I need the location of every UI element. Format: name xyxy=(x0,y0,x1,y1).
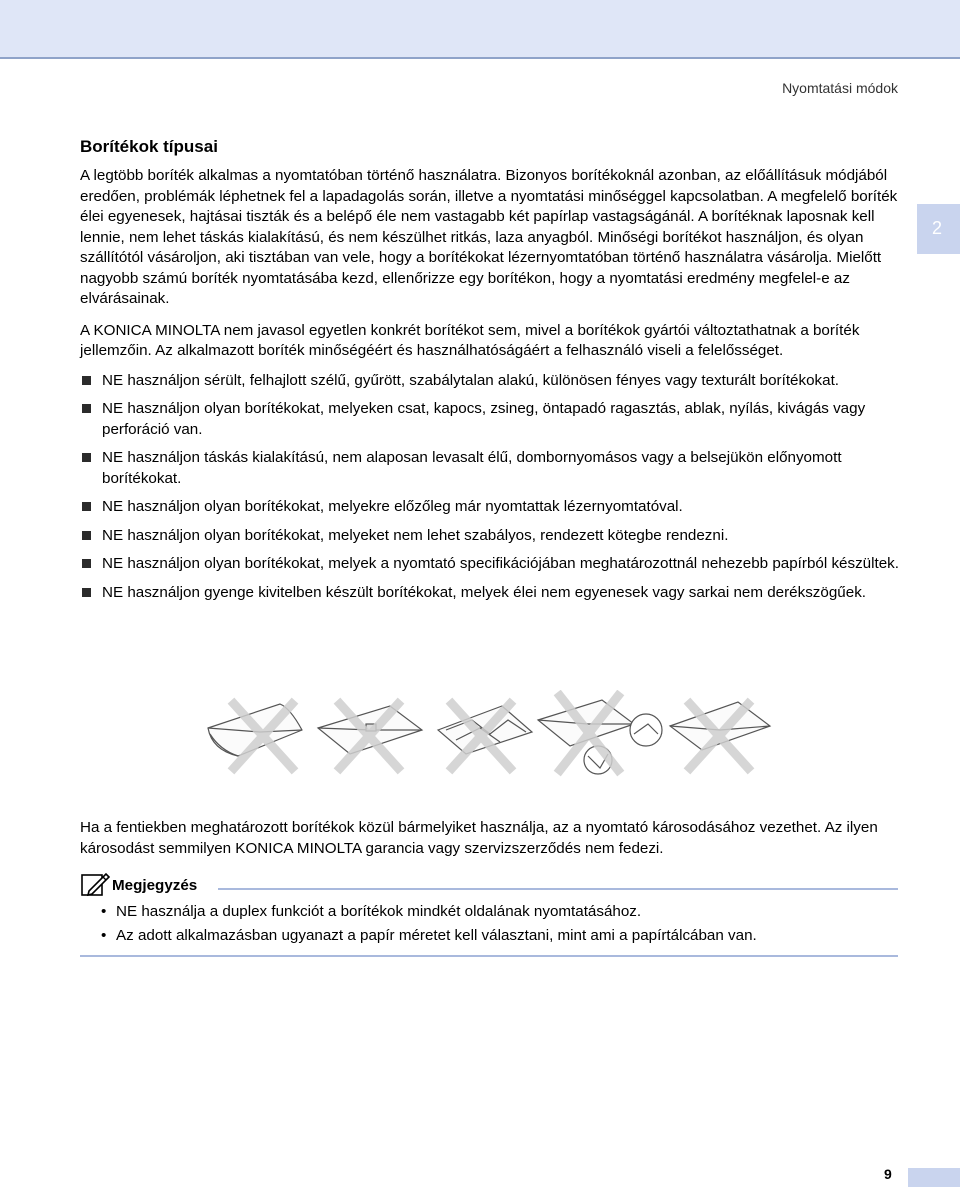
warranty-warning: Ha a fentiekben meghatározott borítékok közül bármelyiket használja, az a nyomtató károsodásához vezethet. Az ilyen károsodást semmilyen KONICA MINOLTA garancia vagy szervizszerződés nem fedezi. xyxy=(80,819,878,857)
chapter-tab xyxy=(917,204,960,254)
section-title: Borítékok típusai xyxy=(80,137,218,156)
page-top-band xyxy=(0,0,960,59)
square-bullet-icon xyxy=(82,502,91,511)
envelope-restrictions-list xyxy=(80,371,900,604)
footer-tab xyxy=(908,1168,960,1187)
list-item-text: NE használjon olyan borítékokat, melyekre előzőleg már nyomtattak lézernyomtatóval. xyxy=(102,498,683,515)
square-bullet-icon xyxy=(82,588,91,597)
note-title: Megjegyzés xyxy=(112,877,198,894)
chapter-number: 2 xyxy=(932,218,943,238)
page-number: 9 xyxy=(884,1166,892,1182)
note-item xyxy=(80,902,900,923)
note-item xyxy=(80,926,900,947)
list-item-text: NE használjon táskás kialakítású, nem alaposan levasalt élű, dombornyomásos vagy a belsejükön előnyomott borítékokat. xyxy=(102,449,842,487)
square-bullet-icon xyxy=(82,531,91,540)
recommendation-paragraph: A KONICA MINOLTA nem javasol egyetlen konkrét borítékot sem, mivel a borítékok gyártói változtathatnak a boríték jellemzőin. Az alkalmazott boríték minőségéért és használhatóságáért a felhasználó viseli a felelősséget. xyxy=(80,321,860,359)
square-bullet-icon xyxy=(82,404,91,413)
square-bullet-icon xyxy=(82,453,91,462)
list-item xyxy=(80,554,900,575)
note-header xyxy=(80,870,900,898)
list-item-text: NE használjon olyan borítékokat, melyek a nyomtató specifikációjában meghatározottnál nehezebb papírból készültek. xyxy=(102,555,899,572)
list-item-text: NE használjon olyan borítékokat, melyeken csat, kapocs, zsineg, öntapadó ragasztás, ablak, nyílás, kivágás vagy perforáció van. xyxy=(102,400,866,438)
list-item xyxy=(80,526,900,547)
list-item-text: NE használjon olyan borítékokat, melyeket nem lehet szabályos, rendezett kötegbe rendezni. xyxy=(102,526,729,544)
bullet-dot-icon: • xyxy=(101,903,107,920)
square-bullet-icon xyxy=(82,376,91,385)
note-divider xyxy=(218,888,898,890)
running-header: Nyomtatási módok xyxy=(782,80,898,96)
note-item-text: NE használja a duplex funkciót a borítékok mindkét oldalának nyomtatásához. xyxy=(116,903,642,920)
square-bullet-icon xyxy=(82,559,91,568)
list-item xyxy=(80,583,900,604)
list-item-text: NE használjon sérült, felhajlott szélű, gyűrött, szabálytalan alakú, különösen fényes vagy texturált borítékokat. xyxy=(102,371,840,389)
bullet-dot-icon: • xyxy=(101,926,107,944)
pencil-note-icon xyxy=(80,870,110,898)
list-item xyxy=(80,371,900,392)
list-item xyxy=(80,399,900,440)
list-item xyxy=(80,497,900,518)
note-bottom-divider xyxy=(80,955,898,957)
note-list xyxy=(80,902,900,949)
list-item xyxy=(80,448,900,489)
list-item-text: NE használjon gyenge kivitelben készült borítékokat, melyek élei nem egyenesek vagy sarkai nem derékszögűek. xyxy=(102,583,867,601)
intro-paragraph: A legtöbb boríték alkalmas a nyomtatóban történő használatra. Bizonyos borítékoknál azonban, az előállításuk módjából eredően, problémák léphetnek fel a lapadagolás során, illetve a nyomtatási minőséggel kapcsolatban. A megfelelő boríték élei egyenesek, hajtásai tiszták és a belépő éle nem vastagabb két papírlap vastagságánál. A borítéknak laposnak kell lennie, nem lehet táskás kialakítású, és nem készülhet ritkás, laza anyagból. Minőségi borítékot használjon, és olyan szállítótól vásároljon, aki tisztában van vele, hogy a borítékokat lézernyomtatóban történő használatra vásárolja. Mielőtt nagyobb számú boríték nyomtatásába kezd, ellenőrizze egy borítékon, hogy a nyomtatási eredmény megfelel-e az elvárásainak. xyxy=(80,167,898,307)
crossed-out-envelopes-icon xyxy=(190,690,780,778)
unsuitable-envelopes-figure xyxy=(190,690,780,778)
main-content xyxy=(80,136,900,611)
note-item-text: Az adott alkalmazásban ugyanazt a papír méretet kell választani, mint ami a papírtálcában van. xyxy=(116,926,757,944)
